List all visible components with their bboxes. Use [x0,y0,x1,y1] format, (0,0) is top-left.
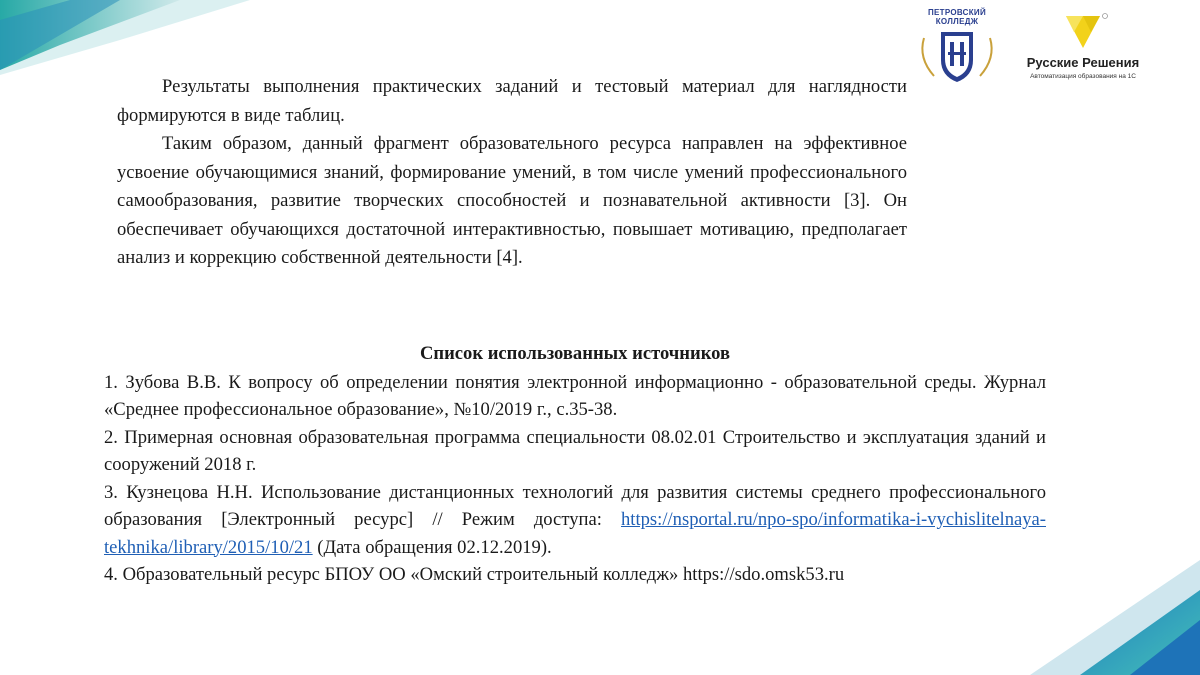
bottom-right-stripe-light [1030,560,1200,675]
partner-logo-icon [1018,8,1148,54]
bottom-right-stripe-teal [1080,590,1200,675]
reference-text: 3. Кузнецова Н.Н. Использование дистанционных технологий для развития системы среднего профессионального образования [Электронный ресурс] // Режим доступа: [104,481,1046,530]
top-left-stripe-light [0,0,250,75]
reference-item: 2. Примерная основная образовательная программа специальности 08.02.01 Строительство и эксплуатация зданий и сооружений 2018 г. [104,426,1046,475]
college-logo [914,8,1000,88]
header-logos [914,8,1148,88]
top-left-stripe-dark [0,0,120,70]
partner-logo [1018,8,1148,88]
partner-logo-name: Русские Решения [1026,55,1140,70]
top-left-stripe-teal [0,0,180,70]
reference-text: (Дата обращения 02.12.2019). [312,536,552,558]
reference-item [104,479,1046,562]
bottom-right-stripe-blue [1130,620,1200,675]
body-paragraph: Таким образом, данный фрагмент образовательного ресурса направлен на эффективное усвоение обучающимися знаний, формирование умений, в том числе умений профессионального самообразования, развитие творческих способностей и познавательной активности [3]. Он обеспечивает обучающихся достаточной интерактивностью, повышает мотивацию, предполагает анализ и коррекцию собственной деятельности [4]. [117,133,907,268]
references-title: Список использованных источников [419,343,731,364]
reference-link[interactable]: https://nsportal.ru/npo-spo/informatika-i-vychislitelnaya-tekhnika/library/2015/10/21 [104,509,1046,558]
partner-logo-tagline: Автоматизация образования на 1С [1030,73,1136,80]
reference-item: 4. Образовательный ресурс БПОУ ОО «Омский строительный колледж» https://sdo.omsk53.ru [104,564,845,585]
reference-item: 1. Зубова В.В. К вопросу об определении понятия электронной информационно - образовательной среды. Журнал «Среднее профессиональное образование», №10/2019 г., с.35-38. [104,371,1046,420]
college-logo-text: ПЕТРОВСКИЙ КОЛЛЕДЖ [927,8,987,26]
references-section [104,340,1046,589]
body-text [117,73,907,273]
body-paragraph: Результаты выполнения практических заданий и тестовый материал для наглядности формируются в виде таблиц. [117,76,907,126]
